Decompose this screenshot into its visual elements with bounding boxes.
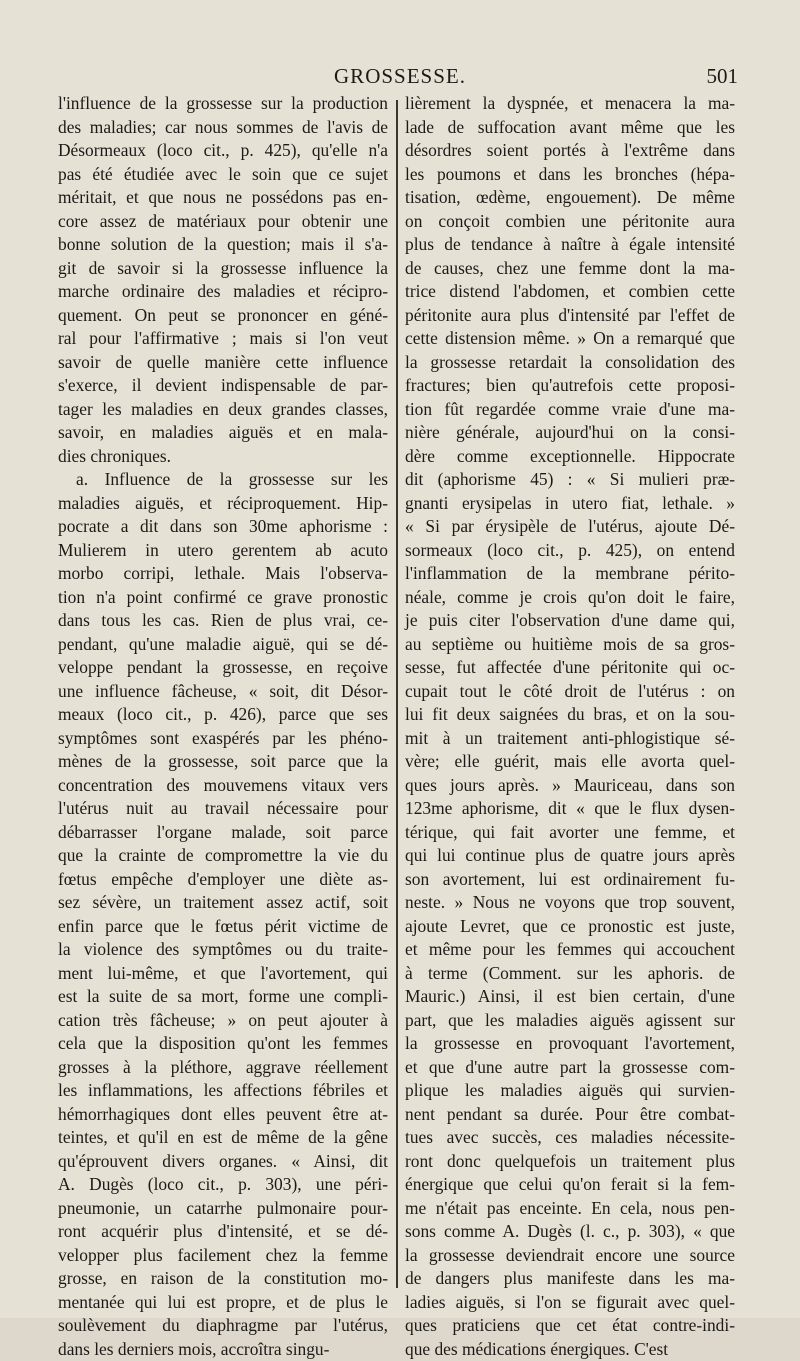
text-line: gnanti erysipelas in utero fiat, lethale. » <box>405 492 735 516</box>
text-line: ral pour l'affirmative ; mais si l'on veut <box>58 327 388 351</box>
text-line: dans tous les cas. Rien de plus vrai, ce- <box>58 609 388 633</box>
text-line: lade de suffocation avant même que les <box>405 116 735 140</box>
text-line: ment lui-même, et que l'avortement, qui <box>58 962 388 986</box>
text-line: mit à un traitement anti-phlogistique sé- <box>405 727 735 751</box>
text-line: fractures; bien qu'autrefois cette proposi- <box>405 374 735 398</box>
text-line: sormeaux (loco cit., p. 425), on entend <box>405 539 735 563</box>
text-line: pendant, qu'une maladie aiguë, qui se dé- <box>58 633 388 657</box>
text-line: péritonite aura plus d'intensité par l'effet de <box>405 304 735 328</box>
text-line: que des médications énergiques. C'est <box>405 1338 735 1361</box>
text-line: Mulierem in utero gerentem ab acuto <box>58 539 388 563</box>
text-line: bonne solution de la question; mais il s'a- <box>58 233 388 257</box>
text-line: meaux (loco cit., p. 426), parce que ses <box>58 703 388 727</box>
text-line: nière générale, aujourd'hui on la consi- <box>405 421 735 445</box>
text-line: maladies aiguës, et réciproquement. Hip- <box>58 492 388 516</box>
text-line: sez sévère, un traitement assez actif, soit <box>58 891 388 915</box>
text-line: de dangers plus manifeste dans les ma- <box>405 1267 735 1291</box>
text-line: sons comme A. Dugès (l. c., p. 303), « que <box>405 1220 735 1244</box>
text-line: la grossesse retardait la consolidation des <box>405 351 735 375</box>
text-line: savoir de quelle manière cette influence <box>58 351 388 375</box>
text-line: dies chroniques. <box>58 445 388 469</box>
text-line: concentration des mouvemens vitaux vers <box>58 774 388 798</box>
text-line: tager les maladies en deux grandes classes, <box>58 398 388 422</box>
text-line: que la crainte de compromettre la vie du <box>58 844 388 868</box>
text-line: désordres soient portés à l'extrême dans <box>405 139 735 163</box>
text-line: la grossesse en provoquant l'avortement, <box>405 1032 735 1056</box>
text-line: cela que la disposition qu'ont les femmes <box>58 1032 388 1056</box>
text-line: ront acquérir plus d'intensité, et se dé- <box>58 1220 388 1244</box>
text-line: dit (aphorisme 45) : « Si mulieri præ- <box>405 468 735 492</box>
text-line: est la suite de sa mort, forme une compli- <box>58 985 388 1009</box>
text-line: qui lui continue plus de quatre jours après <box>405 844 735 868</box>
text-line: la grossesse deviendrait encore une source <box>405 1244 735 1268</box>
text-line: neste. » Nous ne voyons que trop souvent, <box>405 891 735 915</box>
text-line: velopper plus facilement chez la femme <box>58 1244 388 1268</box>
text-line: l'influence de la grossesse sur la production <box>58 92 388 116</box>
text-line: tisation, œdème, engouement). De même <box>405 186 735 210</box>
text-line: A. Dugès (loco cit., p. 303), une péri- <box>58 1173 388 1197</box>
text-line: les inflammations, les affections fébriles et <box>58 1079 388 1103</box>
left-text-column <box>58 92 388 1292</box>
text-line: pneumonie, un catarrhe pulmonaire pour- <box>58 1197 388 1221</box>
text-line: git de savoir si la grossesse influence la <box>58 257 388 281</box>
text-line: cation très fâcheuse; » on peut ajouter à <box>58 1009 388 1033</box>
text-line: pas été étudiée avec le soin que ce sujet <box>58 163 388 187</box>
text-line: mènes de la grossesse, soit parce que la <box>58 750 388 774</box>
text-line: mentanée qui lui est propre, et de plus le <box>58 1291 388 1315</box>
text-line: grosses à la pléthore, aggrave réellement <box>58 1056 388 1080</box>
text-line: morbo corripi, lethale. Mais l'observa- <box>58 562 388 586</box>
text-line: à terme (Comment. sur les aphoris. de <box>405 962 735 986</box>
text-line: lui fit deux saignées du bras, et on la sou- <box>405 703 735 727</box>
column-divider <box>396 100 398 1288</box>
text-line: vère; elle guérit, mais elle avorta quel- <box>405 750 735 774</box>
page-number: 501 <box>707 64 739 89</box>
text-line: soulèvement du diaphragme par l'utérus, <box>58 1314 388 1338</box>
text-line: ladies aiguës, si l'on se figurait avec quel- <box>405 1291 735 1315</box>
text-line: je puis citer l'observation d'une dame qui, <box>405 609 735 633</box>
text-line: néale, comme je crois qu'on doit le faire, <box>405 586 735 610</box>
text-line: térique, qui fait avorter une femme, et <box>405 821 735 845</box>
text-line: savoir, en maladies aiguës et en mala- <box>58 421 388 445</box>
text-line: on conçoit combien une péritonite aura <box>405 210 735 234</box>
running-title: GROSSESSE. <box>0 64 800 89</box>
text-line: Mauric.) Ainsi, il est bien certain, d'une <box>405 985 735 1009</box>
text-line: veloppe pendant la grossesse, en reçoive <box>58 656 388 680</box>
text-line: teintes, et qu'il en est de même de la gêne <box>58 1126 388 1150</box>
text-line: fœtus empêche d'employer une diète as- <box>58 868 388 892</box>
text-line: core assez de matériaux pour obtenir une <box>58 210 388 234</box>
text-line: son avortement, lui est ordinairement fu- <box>405 868 735 892</box>
text-line: dère comme exceptionnelle. Hippocrate <box>405 445 735 469</box>
text-line: la violence des symptômes ou du traite- <box>58 938 388 962</box>
text-line: débarrasser l'organe malade, soit parce <box>58 821 388 845</box>
text-line: énergique que celui qu'on ferait si la fem- <box>405 1173 735 1197</box>
text-line: enfin parce que le fœtus périt victime de <box>58 915 388 939</box>
right-text-column <box>405 92 735 1292</box>
text-line: méritait, et que nous ne possédons pas en- <box>58 186 388 210</box>
text-line: qu'éprouvent divers organes. « Ainsi, dit <box>58 1150 388 1174</box>
text-line: ront donc quelquefois un traitement plus <box>405 1150 735 1174</box>
text-line: Désormeaux (loco cit., p. 425), qu'elle n'a <box>58 139 388 163</box>
text-line: l'utérus nuit au travail nécessaire pour <box>58 797 388 821</box>
text-line: et que d'une autre part la grossesse com- <box>405 1056 735 1080</box>
text-line: grosse, en raison de la constitution mo- <box>58 1267 388 1291</box>
text-line: tion n'a point confirmé ce grave pronostic <box>58 586 388 610</box>
text-line: plique les maladies aiguës qui survien- <box>405 1079 735 1103</box>
text-line: 123me aphorisme, dit « que le flux dysen- <box>405 797 735 821</box>
text-line: me n'était pas enceinte. En cela, nous pen- <box>405 1197 735 1221</box>
text-line: des maladies; car nous sommes de l'avis de <box>58 116 388 140</box>
text-line: s'exerce, il devient indispensable de par- <box>58 374 388 398</box>
text-line: une influence fâcheuse, « soit, dit Désor- <box>58 680 388 704</box>
text-line: l'inflammation de la membrane périto- <box>405 562 735 586</box>
text-line: dans les derniers mois, accroîtra singu- <box>58 1338 388 1361</box>
text-line: pocrate a dit dans son 30me aphorisme : <box>58 515 388 539</box>
text-line: « Si par érysipèle de l'utérus, ajoute Dé- <box>405 515 735 539</box>
text-line: cette distension même. » On a remarqué que <box>405 327 735 351</box>
text-line: cupait tout le côté droit de l'utérus : on <box>405 680 735 704</box>
text-line: marche ordinaire des maladies et récipro- <box>58 280 388 304</box>
text-line: au septième ou huitième mois de sa gros- <box>405 633 735 657</box>
text-line: lièrement la dyspnée, et menacera la ma- <box>405 92 735 116</box>
text-line: les poumons et dans les bronches (hépa- <box>405 163 735 187</box>
text-line: trice distend l'abdomen, et combien cette <box>405 280 735 304</box>
text-line: a. Influence de la grossesse sur les <box>58 468 388 492</box>
text-line: quement. On peut se prononcer en géné- <box>58 304 388 328</box>
text-line: sesse, fut affectée d'une péritonite qui oc- <box>405 656 735 680</box>
text-line: symptômes sont exaspérés par les phéno- <box>58 727 388 751</box>
text-line: de causes, chez une femme dont la ma- <box>405 257 735 281</box>
text-line: part, que les maladies aiguës agissent sur <box>405 1009 735 1033</box>
text-line: tues avec succès, ces maladies nécessite- <box>405 1126 735 1150</box>
text-line: nent pendant sa durée. Pour être combat- <box>405 1103 735 1127</box>
text-line: ques jours après. » Mauriceau, dans son <box>405 774 735 798</box>
text-line: plus de tendance à naître à égale intensité <box>405 233 735 257</box>
text-line: hémorrhagiques dont elles peuvent être at- <box>58 1103 388 1127</box>
text-line: ques praticiens que cet état contre-indi- <box>405 1314 735 1338</box>
text-line: et même pour les femmes qui accouchent <box>405 938 735 962</box>
text-line: tion fût regardée comme vraie d'une ma- <box>405 398 735 422</box>
text-line: ajoute Levret, que ce pronostic est juste, <box>405 915 735 939</box>
